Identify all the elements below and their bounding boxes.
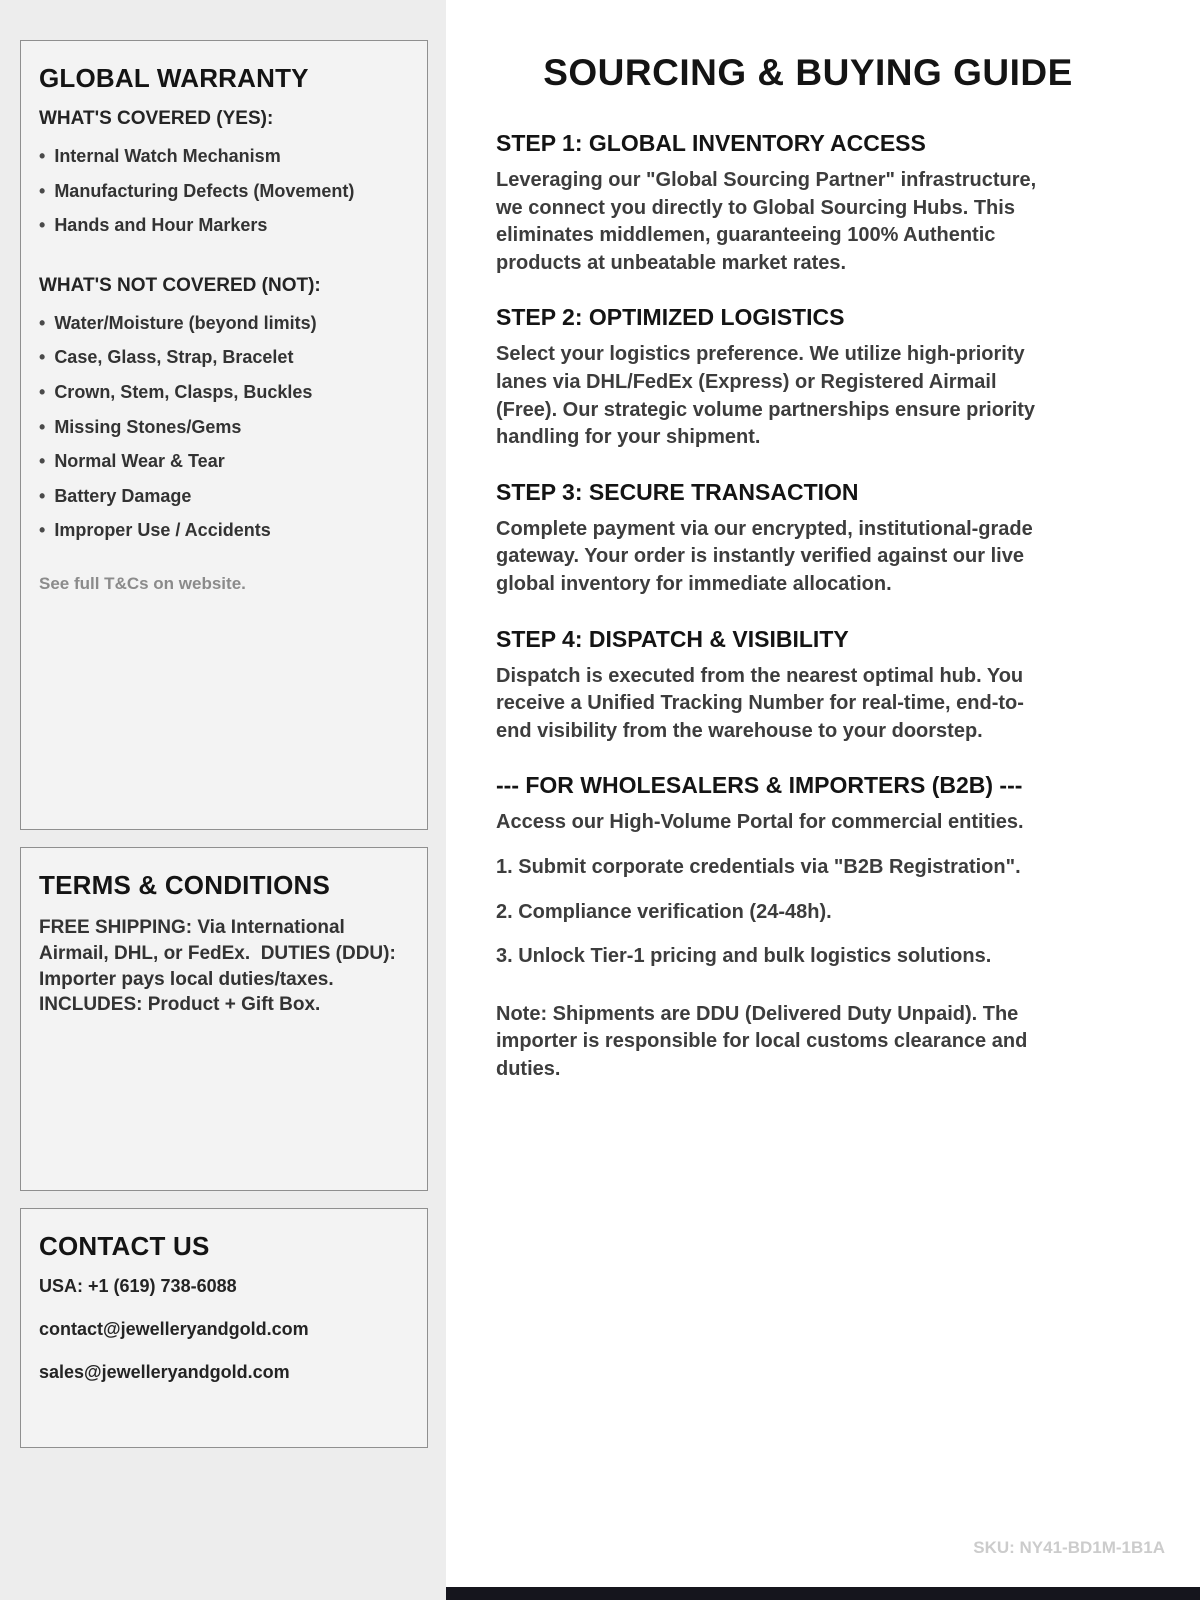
- list-item: • Normal Wear & Tear: [39, 451, 409, 473]
- b2b-heading: --- FOR WHOLESALERS & IMPORTERS (B2B) ---: [496, 772, 1023, 799]
- terms-box: [20, 847, 428, 1191]
- list-item: • Water/Moisture (beyond limits): [39, 313, 409, 335]
- contact-phone: USA: +1 (619) 738-6088: [39, 1276, 237, 1296]
- step-3-section: [496, 479, 1120, 599]
- list-item: • Crown, Stem, Clasps, Buckles: [39, 382, 409, 404]
- b2b-item-2: 2. Compliance verification (24-48h).: [496, 900, 832, 923]
- list-item: • Internal Watch Mechanism: [39, 146, 409, 168]
- not-covered-title: WHAT'S NOT COVERED (NOT):: [39, 274, 321, 296]
- warranty-footnote: See full T&Cs on website.: [39, 573, 246, 593]
- list-item: • Battery Damage: [39, 486, 409, 508]
- list-item: • Hands and Hour Markers: [39, 215, 409, 237]
- covered-list: [39, 146, 409, 237]
- not-covered-list: [39, 313, 409, 542]
- page-title: SOURCING & BUYING GUIDE: [543, 52, 1073, 93]
- contact-email-primary: contact@jewelleryandgold.com: [39, 1319, 309, 1339]
- list-item: • Case, Glass, Strap, Bracelet: [39, 347, 409, 369]
- b2b-item-1: 1. Submit corporate credentials via "B2B Registration".: [496, 855, 1021, 878]
- step-1-section: [496, 130, 1120, 277]
- step-4-body: Dispatch is executed from the nearest optimal hub. You receive a Unified Tracking Number for real-time, end-to-end visibility from the warehouse to your doorstep.: [496, 664, 1024, 742]
- b2b-item-3: 3. Unlock Tier-1 pricing and bulk logistics solutions.: [496, 945, 992, 968]
- step-1-body: Leveraging our "Global Sourcing Partner" infrastructure, we connect you directly to Global Sourcing Hubs. This eliminates middlemen, guaranteeing 100% Authentic products at unbeatable market rates.: [496, 169, 1037, 274]
- covered-title: WHAT'S COVERED (YES):: [39, 108, 274, 129]
- list-item: • Improper Use / Accidents: [39, 520, 409, 542]
- b2b-section: [496, 772, 1120, 1083]
- contact-box: [20, 1208, 428, 1448]
- terms-body: FREE SHIPPING: Via International Airmail, DHL, or FedEx. DUTIES (DDU): Importer pays local duties/taxes. INCLUDES: Product + Gift Box.: [39, 917, 402, 1016]
- warranty-title: GLOBAL WARRANTY: [39, 63, 309, 93]
- contact-title: CONTACT US: [39, 1231, 210, 1261]
- main-content: [446, 0, 1200, 1600]
- terms-title: TERMS & CONDITIONS: [39, 870, 331, 900]
- list-item: • Missing Stones/Gems: [39, 417, 409, 439]
- step-3-body: Complete payment via our encrypted, institutional-grade gateway. Your order is instantly verified against our live global inventory for immediate allocation.: [496, 517, 1033, 595]
- sidebar: [0, 0, 446, 1600]
- contact-email-sales: sales@jewelleryandgold.com: [39, 1362, 290, 1382]
- list-item: • Manufacturing Defects (Movement): [39, 181, 409, 203]
- step-1-heading: STEP 1: GLOBAL INVENTORY ACCESS: [496, 130, 926, 156]
- step-2-heading: STEP 2: OPTIMIZED LOGISTICS: [496, 304, 845, 331]
- b2b-note: Note: Shipments are DDU (Delivered Duty Unpaid). The importer is responsible for local customs clearance and duties.: [496, 1002, 1028, 1080]
- sku-label: SKU: NY41-BD1M-1B1A: [973, 1538, 1165, 1557]
- b2b-intro: Access our High-Volume Portal for commercial entities.: [496, 811, 1024, 834]
- footer-bar: [446, 1587, 1200, 1600]
- step-2-body: Select your logistics preference. We utilize high-priority lanes via DHL/FedEx (Express) or Registered Airmail (Free). Our strategic volume partnerships ensure priority handling for your shipment.: [496, 343, 1036, 449]
- warranty-box: [20, 40, 428, 830]
- step-4-section: [496, 626, 1120, 746]
- step-2-section: [496, 304, 1120, 451]
- step-4-heading: STEP 4: DISPATCH & VISIBILITY: [496, 625, 849, 652]
- step-3-heading: STEP 3: SECURE TRANSACTION: [496, 478, 859, 505]
